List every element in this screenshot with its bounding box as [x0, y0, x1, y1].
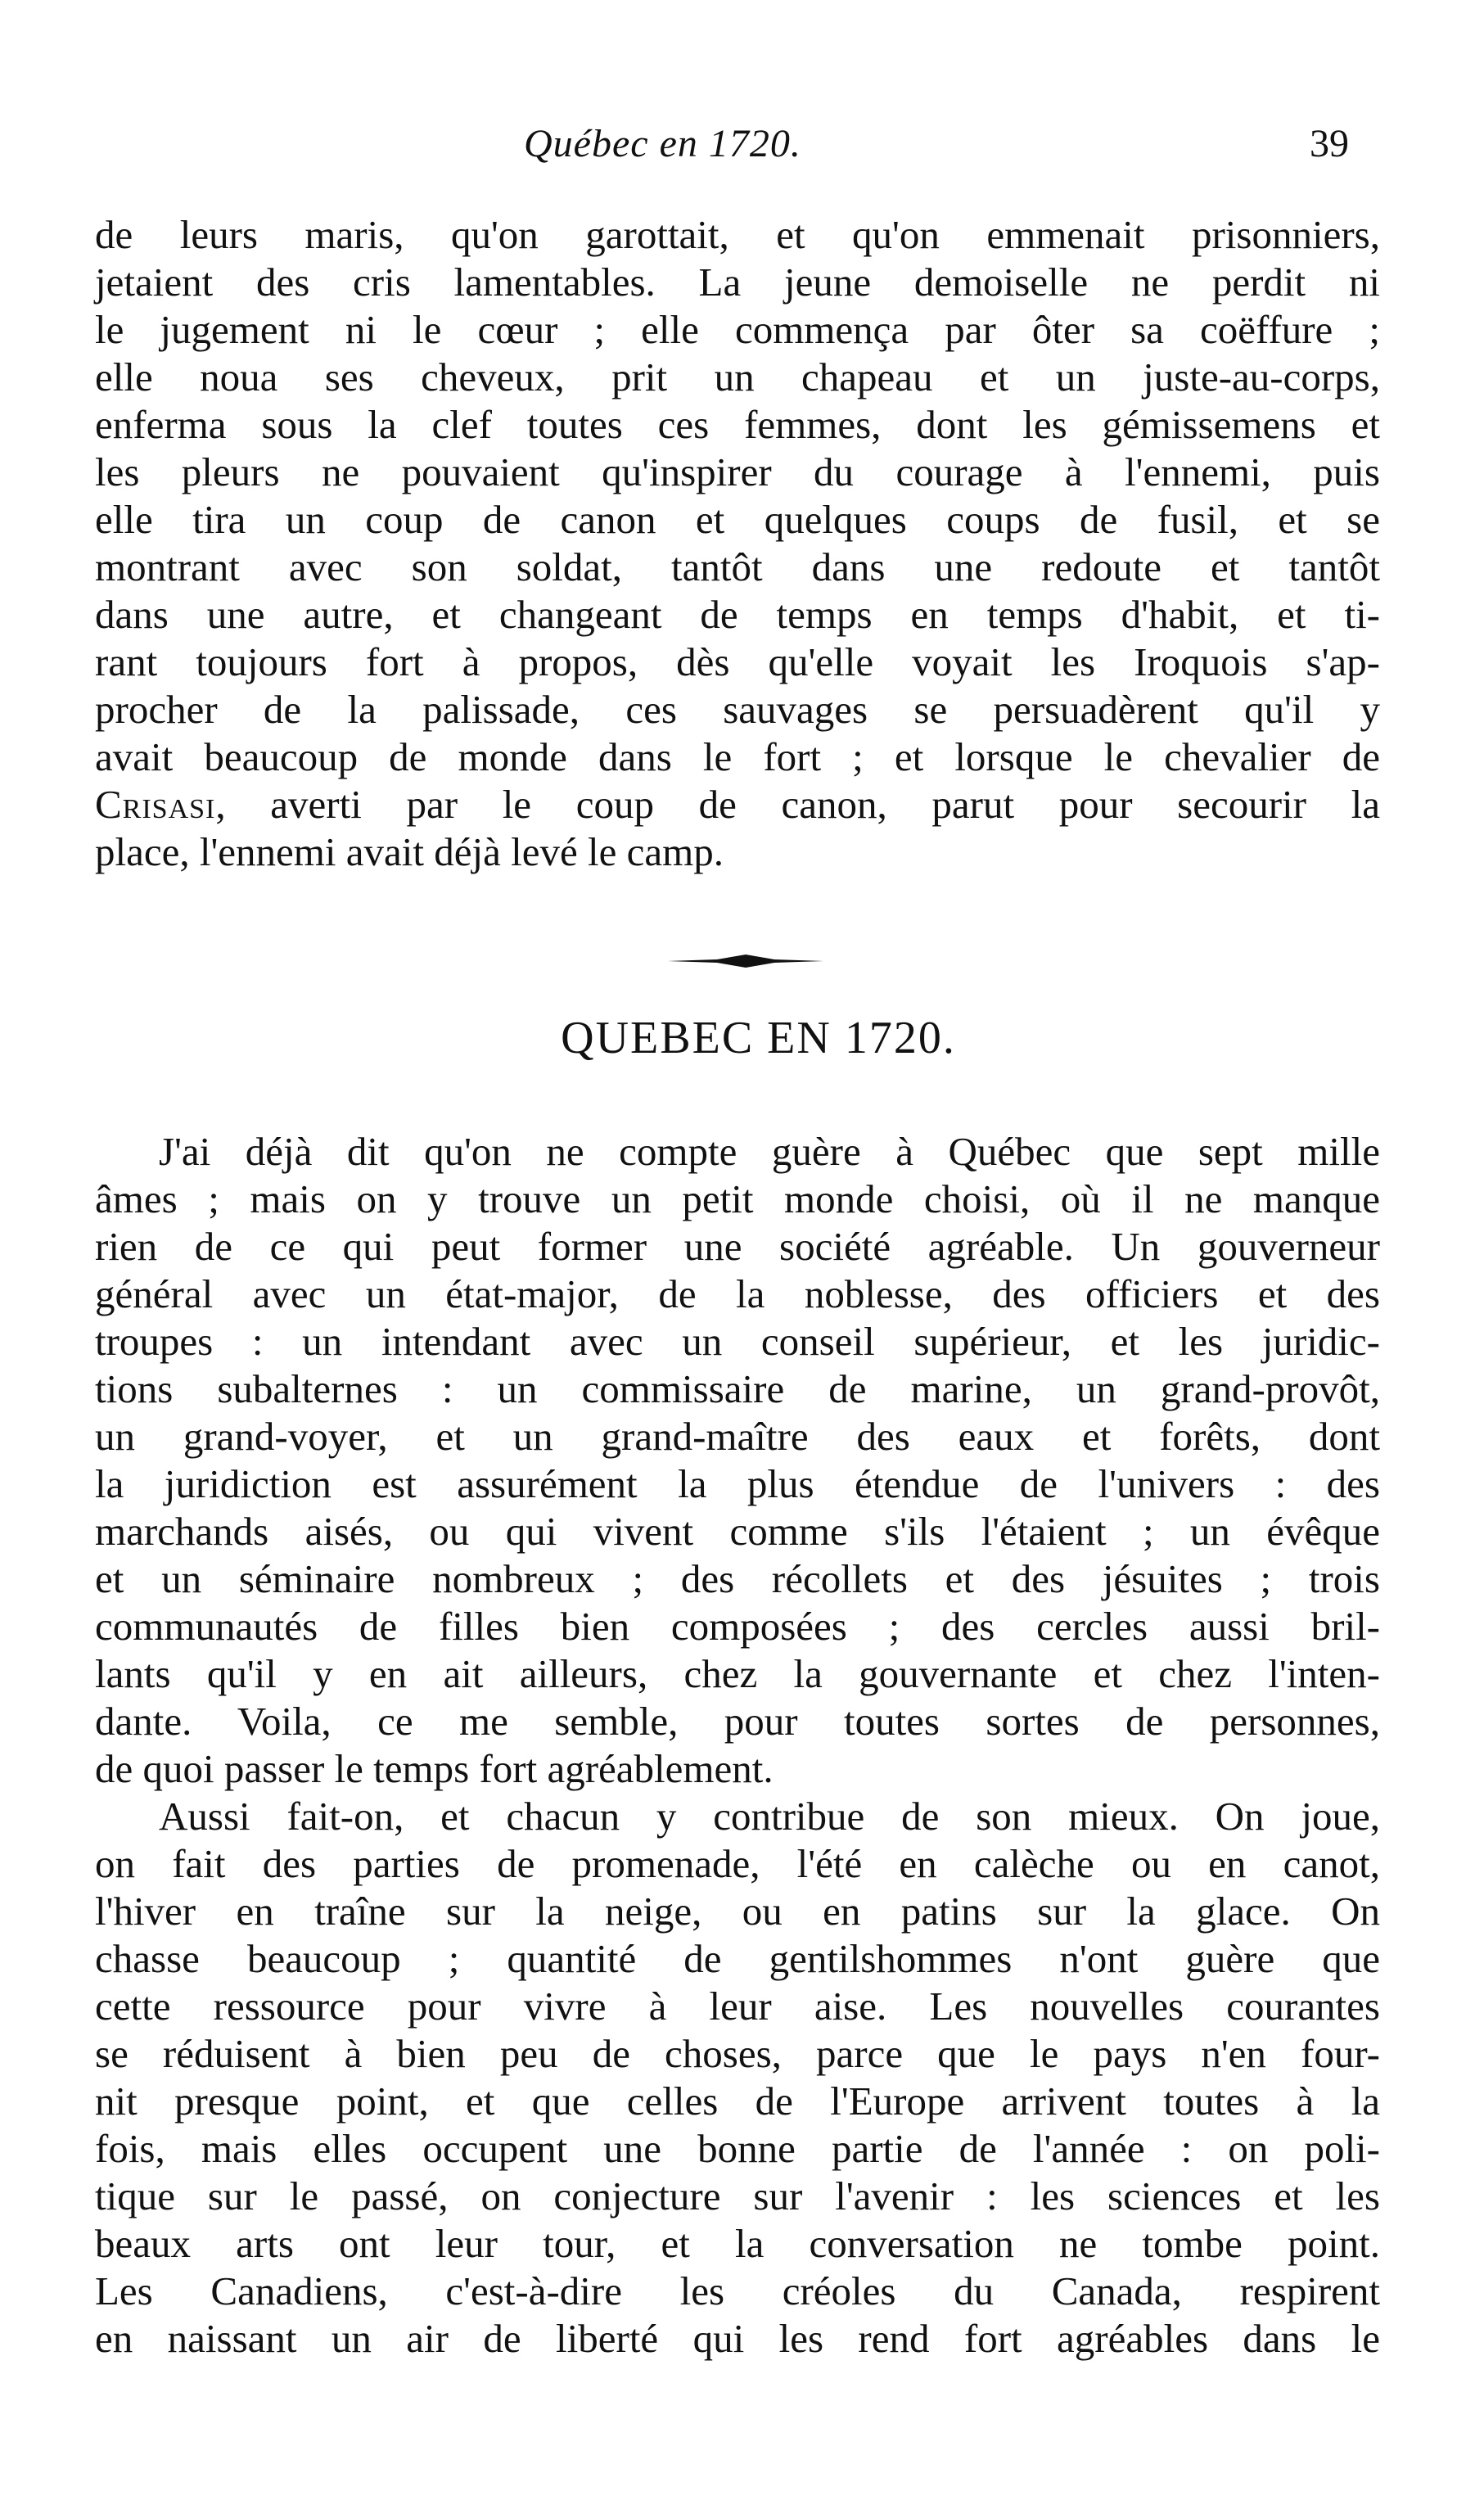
paragraph — [95, 1793, 1380, 2363]
text-line: J'ai déjà dit qu'on ne compte guère à Québec que sept mille — [159, 1129, 1380, 1174]
text-line: lants qu'il y en ait ailleurs, chez la gouvernante et chez l'inten- — [95, 1651, 1380, 1696]
text-line: rant toujours fort à propos, dès qu'elle voyait les Iroquois s'ap- — [95, 639, 1380, 684]
text-line: montrant avec son soldat, tantôt dans une redoute et tantôt — [95, 544, 1380, 589]
text-line: dante. Voila, ce me semble, pour toutes sortes de personnes, — [95, 1699, 1380, 1744]
section-divider-ornament — [668, 951, 823, 971]
running-title: Québec en 1720. — [524, 122, 801, 165]
text-line: général avec un état-major, de la noblesse, des officiers et des — [95, 1271, 1380, 1316]
text-line: beaux arts ont leur tour, et la conversation ne tombe point. — [95, 2221, 1380, 2266]
text-line: chasse beaucoup ; quantité de gentilshommes n'ont guère que — [95, 1936, 1380, 1981]
text-line: dans une autre, et changeant de temps en temps d'habit, et ti- — [95, 592, 1380, 637]
text-line: elle tira un coup de canon et quelques coups de fusil, et se — [95, 497, 1380, 542]
text-line: tions subalternes : un commissaire de marine, un grand-provôt, — [95, 1366, 1380, 1411]
text-line: avait beaucoup de monde dans le fort ; et lorsque le chevalier de — [95, 734, 1380, 779]
text-line: cette ressource pour vivre à leur aise. Les nouvelles courantes — [95, 1984, 1380, 2029]
text-line: tique sur le passé, on conjecture sur l'avenir : les sciences et les — [95, 2173, 1380, 2218]
text-line — [95, 781, 1380, 828]
text-line: le jugement ni le cœur ; elle commença par ôter sa coëffure ; — [95, 307, 1380, 352]
paragraph — [95, 1128, 1380, 1793]
text-line: rien de ce qui peut former une société agréable. Un gouverneur — [95, 1224, 1380, 1269]
section-title: QUEBEC EN 1720. — [561, 1013, 956, 1063]
text-line: communautés de filles bien composées ; des cercles aussi bril- — [95, 1604, 1380, 1649]
text-line: de quoi passer le temps fort agréablement. — [95, 1746, 774, 1791]
text-line: procher de la palissade, ces sauvages se persuadèrent qu'il y — [95, 687, 1380, 732]
text-line: Aussi fait-on, et chacun y contribue de son mieux. On joue, — [159, 1794, 1380, 1839]
text-line: fois, mais elles occupent une bonne partie de l'année : on poli- — [95, 2126, 1380, 2171]
text-line: un grand-voyer, et un grand-maître des eaux et forêts, dont — [95, 1414, 1380, 1459]
text-line: place, l'ennemi avait déjà levé le camp. — [95, 829, 724, 874]
continuation-paragraph — [95, 211, 1380, 876]
text-line: elle noua ses cheveux, prit un chapeau et un juste-au-corps, — [95, 354, 1380, 399]
text-line: se réduisent à bien peu de choses, parce que le pays n'en four- — [95, 2031, 1380, 2076]
page-number: 39 — [1310, 122, 1349, 165]
text-line: Les Canadiens, c'est-à-dire les créoles du Canada, respirent — [95, 2268, 1380, 2313]
text-line: enferma sous la clef toutes ces femmes, dont les gémissemens et — [95, 402, 1380, 447]
text-line: on fait des parties de promenade, l'été en calèche ou en canot, — [95, 1841, 1380, 1886]
text-line: troupes : un intendant avec un conseil supérieur, et les juridic- — [95, 1319, 1380, 1364]
text-line: en naissant un air de liberté qui les rend fort agréables dans le — [95, 2316, 1380, 2361]
text-line: de leurs maris, qu'on garottait, et qu'on emmenait prisonniers, — [95, 212, 1380, 257]
text-line: la juridiction est assurément la plus étendue de l'univers : des — [95, 1461, 1380, 1506]
text-line: nit presque point, et que celles de l'Europe arrivent toutes à la — [95, 2078, 1380, 2124]
text-line: marchands aisés, ou qui vivent comme s'ils l'étaient ; un évêque — [95, 1509, 1380, 1554]
text-line: l'hiver en traîne sur la neige, ou en patins sur la glace. On — [95, 1889, 1380, 1934]
text-line: et un séminaire nombreux ; des récollets et des jésuites ; trois — [95, 1556, 1380, 1601]
text-line: les pleurs ne pouvaient qu'inspirer du courage à l'ennemi, puis — [95, 449, 1380, 494]
text-line: âmes ; mais on y trouve un petit monde choisi, où il ne manque — [95, 1176, 1380, 1221]
text-line: jetaient des cris lamentables. La jeune demoiselle ne perdit ni — [95, 260, 1380, 305]
person-name: Crisasi — [95, 782, 216, 827]
text-segment: , averti par le coup de canon, parut pour secourir la — [215, 782, 1380, 827]
